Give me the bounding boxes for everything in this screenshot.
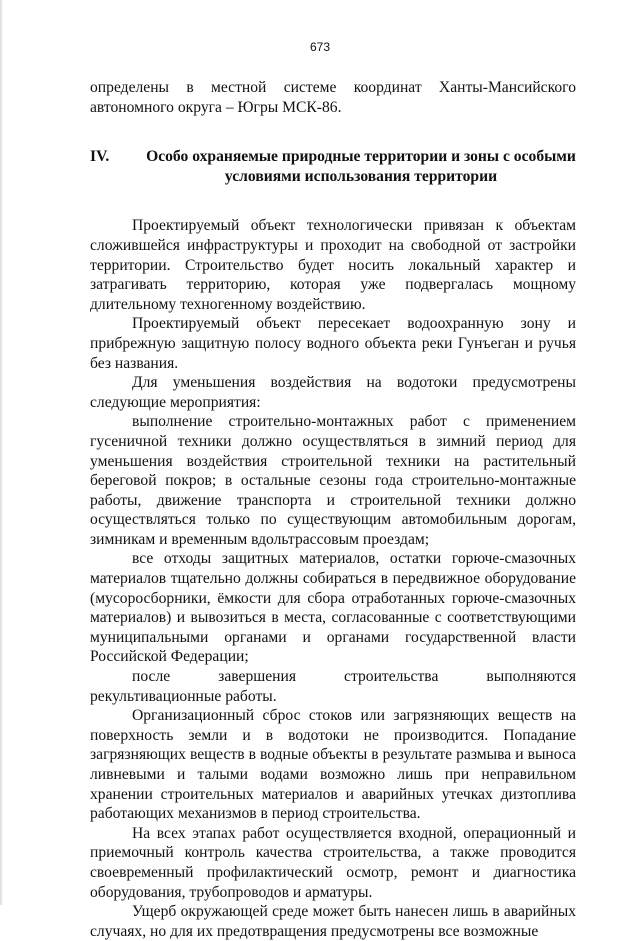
document-body [90, 78, 576, 941]
scan-edge-shadow [0, 0, 3, 905]
intro-paragraph: определены в местной системе координат Ханты-Мансийского автономного округа – Югры МСК-86. [90, 79, 576, 116]
section-title: Особо охраняемые природные территории и зоны с особыми условиями использования территории [146, 148, 576, 185]
paragraph: Ущерб окружающей среде может быть нанесен лишь в аварийных случаях, но для их предотвращения предусмотрены все возможные [90, 903, 576, 940]
paragraph: Проектируемый объект пересекает водоохранную зону и прибрежную защитную полосу водного объекта реки Гунъеган и ручья без названия. [90, 315, 576, 372]
paragraph: На всех этапах работ осуществляется входной, операционный и приемочный контроль качества строительства, а также проводится своевременный профилактический осмотр, ремонт и диагностика оборудования, трубопроводов и арматуры. [90, 824, 576, 901]
list-item-paragraph: после завершения строительства выполняются рекультивационные работы. [90, 668, 576, 705]
section-number: IV. [90, 148, 110, 166]
list-item-paragraph: выполнение строительно-монтажных работ с применением гусеничной техники должно осуществляться в зимний период для уменьшения воздействия строительной техники на растительный береговой покров; в остальные сезоны года строительно-монтажные работы, движение транспорта и строительной техники должно осуществляться только по существующим автомобильным дорогам, зимникам и временным вдольтрассовым проездам; [90, 413, 576, 548]
section-heading [90, 147, 576, 186]
paragraph: Проектируемый объект технологически привязан к объектам сложившейся инфраструктуры и проходит на свободной от застройки территории. Строительство будет носить локальный характер и затрагивать территорию, которая уже подвергалась мощному длительному техногенному воздействию. [90, 217, 576, 313]
paragraph: Организационный сброс стоков или загрязняющих веществ на поверхность земли и в водотоки не производится. Попадание загрязняющих веществ в водные объекты в результате размыва и выноса ливневыми и талыми водами возможно лишь при неправильном хранении строительных материалов и аварийных утечках дизтоплива работающих механизмов в период строительства. [90, 707, 576, 823]
list-item-paragraph: все отходы защитных материалов, остатки горюче-смазочных материалов тщательно должны собираться в передвижное оборудование (мусоросборники, ёмкости для сбора отработанных горюче-смазочных материалов) и вывозиться в места, согласованные с соответствующими муниципальными органами и органами государственной власти Российской Федерации; [90, 550, 576, 666]
paragraph: Для уменьшения воздействия на водотоки предусмотрены следующие мероприятия: [90, 374, 576, 411]
page-number: 673 [309, 40, 331, 54]
